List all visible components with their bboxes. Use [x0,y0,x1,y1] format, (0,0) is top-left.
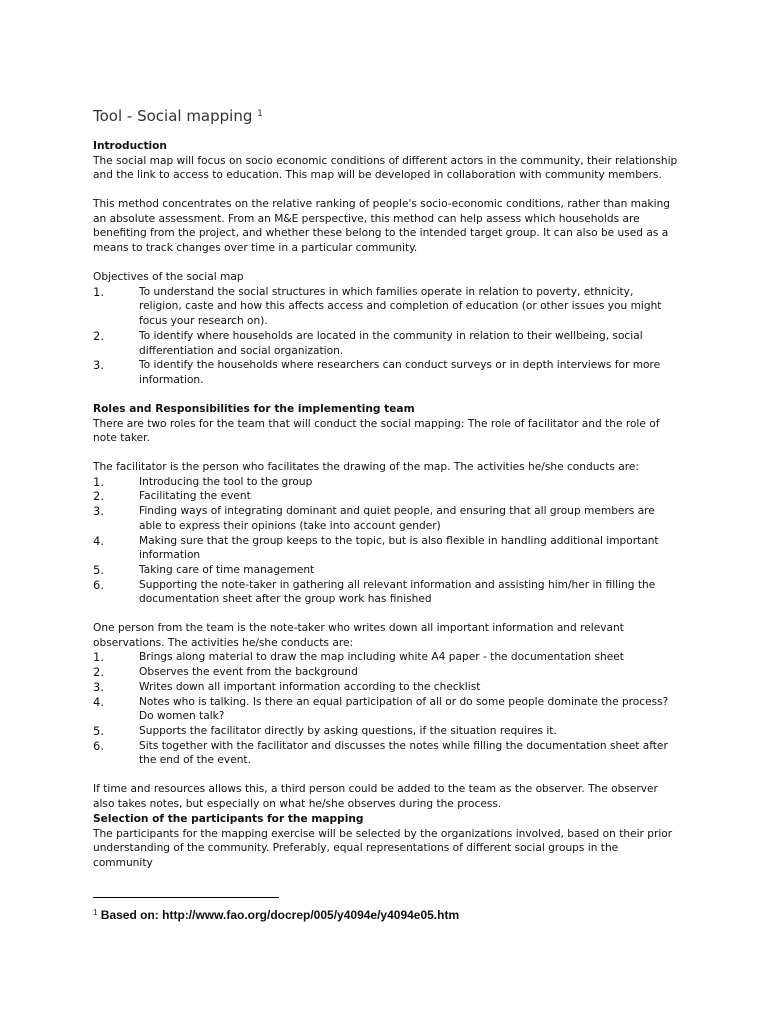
list-number: 3. [93,679,104,694]
roles-heading: Roles and Responsibilities for the implementing team [93,403,415,415]
list-number: 4. [93,694,104,709]
list-text: Facilitating the event [139,490,251,503]
list-text: To identify where households are located in the community in relation to their wellbeing, social differentiation and social organization. [139,329,643,357]
notetaker-list [93,650,678,768]
selection-heading: Selection of the participants for the mapping [93,813,364,825]
facilitator-list [93,475,678,607]
introduction-paragraph-1: The social map will focus on socio economic conditions of different actors in the community, their relationship and the link to access to education. This map will be developed in collaboration with community members. [93,154,678,182]
list-item [93,285,678,329]
list-text: Finding ways of integrating dominant and quiet people, and ensuring that all group members are able to express their opinions (take into account gender) [139,505,655,532]
list-number: 2. [93,328,104,343]
observer-paragraph: If time and resources allows this, a third person could be added to the team as the observer. The observer also takes notes, but especially on what he/she observes during the process. [93,783,658,810]
introduction-heading: Introduction [93,140,167,152]
list-item [93,724,678,739]
list-text: Supporting the note-taker in gathering all relevant information and assisting him/her in filling the documentation sheet after the group work has finished [139,578,656,606]
list-number: 5. [93,562,104,577]
list-text: Taking care of time management [139,563,315,576]
list-text: To understand the social structures in which families operate in relation to poverty, ethnicity, religion, caste and how this affects access and completion of education (or other issues you might focus your research on). [139,285,662,328]
list-text: Observes the event from the background [139,666,358,679]
introduction-section [93,139,678,183]
footnote-number: 1 [93,908,98,917]
list-number: 5. [93,723,104,738]
footnote-text[interactable]: Based on: http://www.fao.org/docrep/005/y4094e/y4094e05.htm [100,908,460,922]
method-section [93,197,678,256]
list-text: Making sure that the group keeps to the topic, but is also flexible in handling additional important information [139,534,659,562]
list-number: 6. [93,577,104,592]
list-item [93,475,678,490]
list-text: Introducing the tool to the group [139,475,313,488]
list-number: 2. [93,489,104,504]
list-item [93,578,678,607]
facilitator-intro: The facilitator is the person who facilitates the drawing of the map. The activities he/she conducts are: [93,461,640,473]
roles-section [93,402,678,446]
list-number: 1. [93,650,104,665]
list-text: Writes down all important information according to the checklist [139,680,481,693]
list-item [93,650,678,665]
notetaker-intro: One person from the team is the note-taker who writes down all important information and relevant observations. The activities he/she conducts are: [93,622,624,649]
page-title [93,104,263,126]
list-item [93,695,678,724]
facilitator-section [93,460,678,607]
list-text: Notes who is talking. Is there an equal participation of all or do some people dominate the process? Do women talk? [139,695,669,723]
list-number: 2. [93,665,104,680]
introduction-paragraph-2: This method concentrates on the relative ranking of people's socio-economic conditions, rather than making an absolute assessment. From an M&E perspective, this method can help assess which households are benefiting from the project, and whether these belong to the intended target group. It can also be used as a means to track changes over time in a particular community. [93,198,671,255]
list-item [93,358,678,387]
list-item [93,489,678,504]
observer-section [93,782,678,811]
list-text: Brings along material to draw the map including white A4 paper - the documentation sheet [139,651,624,664]
footnote-reference[interactable]: 1 [257,109,263,119]
list-item [93,534,678,563]
footnote [93,905,459,923]
page-title-text: Tool - Social mapping [93,107,253,125]
list-text: To identify the households where researchers can conduct surveys or in depth interviews for more information. [139,359,661,386]
list-text: Sits together with the facilitator and discusses the notes while filling the documentation sheet after the end of the event. [139,739,668,767]
list-number: 4. [93,533,104,548]
list-item [93,504,678,533]
notetaker-section [93,621,678,768]
list-number: 1. [93,284,104,299]
objectives-list [93,285,678,388]
list-number: 6. [93,738,104,753]
list-number: 3. [93,358,104,373]
list-item [93,680,678,695]
selection-section [93,812,678,871]
footnote-separator [93,897,279,898]
selection-paragraph: The participants for the mapping exercise will be selected by the organizations involved, based on their prior understanding of the community. Preferably, equal representations of different social groups in the community [93,827,673,870]
list-item [93,665,678,680]
roles-intro: There are two roles for the team that will conduct the social mapping: The role of facilitator and the role of note taker. [93,417,660,445]
list-number: 3. [93,504,104,519]
list-item [93,329,678,358]
objectives-section [93,270,678,388]
objectives-label: Objectives of the social map [93,271,244,283]
list-item [93,739,678,768]
list-text: Supports the facilitator directly by asking questions, if the situation requires it. [139,724,557,737]
list-item [93,563,678,578]
list-number: 1. [93,474,104,489]
